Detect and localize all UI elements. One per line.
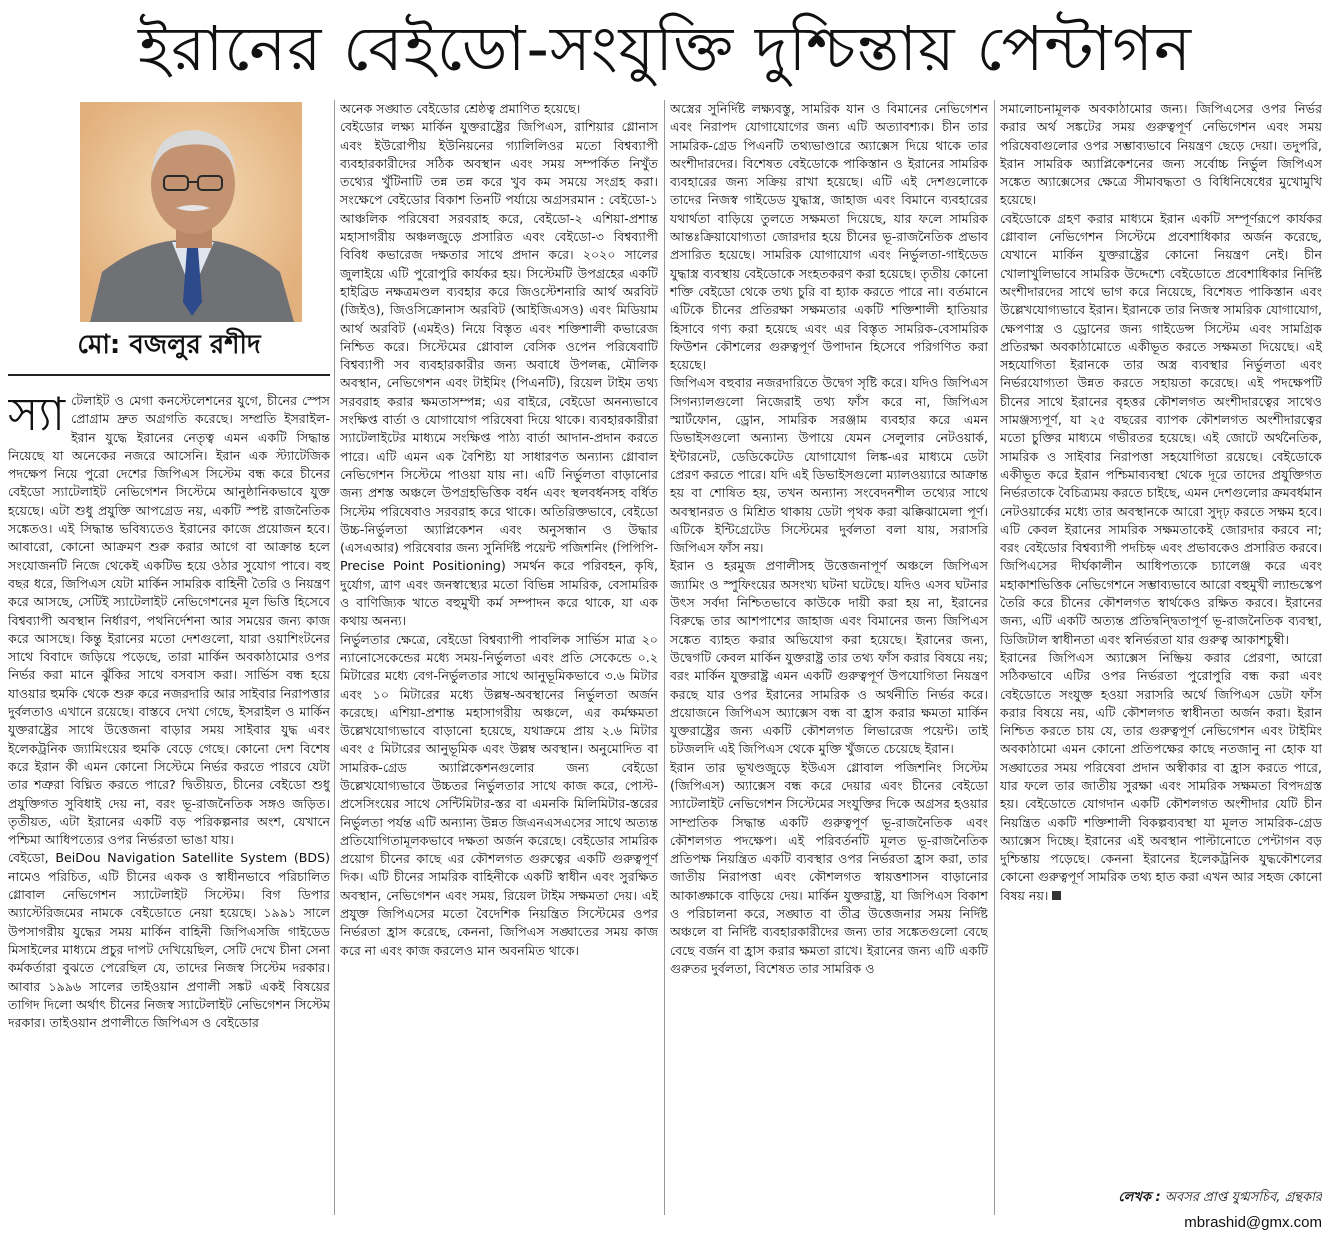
column-divider	[334, 100, 335, 1215]
article-column-1	[8, 392, 330, 1232]
paragraph: বেইডো, BeiDou Navigation Satellite System (BDS) নামেও পরিচিত, এটি চীনের একক ও স্বাধীনভাবে পরিচালিত গ্লোবাল নেভিগেশন স্যাটেলাইট সিস্টেম। বিগ ডিপার অ্যাস্টেরিজমের নামকে বেইডোতে নেয়া হয়েছে। ১৯৯১ সালে উপসাগরীয় যুদ্ধের সময় মার্কিন বাহিনী জিপিএসজি গাইডেড মিসাইলের মাধ্যমে প্রচুর দাপট দেখিয়েছিল, সেটি দেখে চীনা সেনা কর্মকর্তারা বুঝতে পেরেছিল যে, তাদের নিজস্ব সিস্টেম দরকার। আবার ১৯৯৬ সালের তাইওয়ান প্রণালী সঙ্কট একই বিষয়ের তাগিদ দিলো অর্থাৎ চীনের নিজস্ব স্যাটেলাইট নেভিগেশন সিস্টেম দরকার। তাইওয়ান প্রণালীতে জিপিএস ও বেইডোর	[8, 850, 330, 1031]
author-note	[1000, 1188, 1322, 1208]
paragraph: অস্ত্রের সুনির্দিষ্ট লক্ষ্যবস্তু, সামরিক যান ও বিমানের নেভিগেশন এবং নিরাপদ যোগাযোগের জন্য এটি অত্যাবশ্যক। চীন তার সামরিক-গ্রেড পিএনটি তথ্যভাণ্ডারে অ্যাক্সেস দিয়ে থাকে তার অংশীদারদের। বিশেষত বেইডোকে পাকিস্তান ও ইরানের সামরিক ব্যবহারের জন্য সক্রিয় রাখা হয়েছে। এটি এই দেশগুলোকে তাদের নিজস্ব গাইডেড যুদ্ধাস্ত্র, জাহাজ এবং বিমানে ব্যবহারের যথার্থতা বাড়িয়ে তুলতে সক্ষমতা দিয়েছে, যার ফলে সামরিক আন্তঃক্রিয়াযোগ্যতা জোরদার হয়ে চীনের ভূ-রাজনৈতিক প্রভাব প্রসারিত হয়েছে। সামরিক যোগাযোগ এবং নির্ভুলতা-গাইডেড যুদ্ধাস্ত্র ব্যবস্থায় বেইডোকে সংহতকরণ করা হয়েছে। তৃতীয় কোনো শক্তি বেইডো থেকে তথ্য চুরি বা হ্যাক করতে পারে না। বর্তমানে এটিকে চীনের প্রতিরক্ষা সক্ষমতার একটি শক্তিশালী হাতিয়ার হিসাবে গণ্য করা হয়েছে এবং এর বিস্তৃত সামরিক-বেসামরিক ফিউশন কৌশলের গুরুত্বপূর্ণ উপাদান হিসেবে পরিগণিত করা হয়েছে।	[670, 101, 988, 373]
author-note-text: অবসর প্রাপ্ত যুগ্মসচিব, গ্রন্থকার	[1164, 1190, 1322, 1205]
byline-divider	[8, 374, 330, 376]
author-photo	[80, 102, 302, 322]
paragraph: ইরান তার ভূখণ্ডজুড়ে ইউএস গ্লোবাল পজিশনিং সিস্টেম (জিপিএস) অ্যাক্সেস বন্ধ করে দেয়ার এবং চীনের বেইডো স্যাটেলাইট নেভিগেশন সিস্টেমের সংযুক্তির দিকে অগ্রসর হওয়ার সাম্প্রতিক সিদ্ধান্ত একটি গুরুত্বপূর্ণ ভূ-রাজনৈতিক এবং কৌশলগত পদক্ষেপ। এই পরিবর্তনটি মূলত ভূ-রাজনৈতিক প্রতিপক্ষ নিয়ন্ত্রিত একটি ব্যবস্থার ওপর নির্ভরতা হ্রাস করা, তার জাতীয় নিরাপত্তা এবং কৌশলগত স্বায়ত্তশাসন বাড়ানোর আকাঙ্ক্ষাকে বাড়িয়ে দেয়। মার্কিন যুক্তরাষ্ট্র, যা জিপিএস বিকাশ ও পরিচালনা করে, সঙ্ঘাত বা তীব্র উত্তেজনার সময় নির্দিষ্ট অঞ্চলে বা নির্দিষ্ট ব্যবহারকারীদের জন্য তার সঙ্কেতগুলো বেছে বেছে বর্জন বা হ্রাস করার ক্ষমতা রাখে। ইরানের জন্য এটি একটি গুরুতর দুর্বলতা, বিশেষত তার সামরিক ও	[670, 759, 988, 976]
author-note-label: লেখক :	[1118, 1190, 1161, 1205]
article-column-3	[670, 100, 988, 1208]
author-email[interactable]: mbrashid@gmx.com	[1184, 1214, 1322, 1231]
byline: মো: বজলুর রশীদ	[77, 330, 261, 360]
paragraph: স্যা টেলাইট ও মেগা কনস্টেলেশনের যুগে, চীনের স্পেস প্রোগ্রাম দ্রুত অগ্রগতি করেছে। সম্প্রতি ইসরাইল-ইরান যুদ্ধে ইরানের নেতৃত্ব এমন একটি সিদ্ধান্ত নিয়েছে যা অনেকের নজরে আসেনি। ইরান এক স্ট্যাটেজিক পদক্ষেপ নিয়ে পুরো দেশের জিপিএস সিস্টেম বন্ধ করে চীনের বেইডো স্যাটেলাইট নেভিগেশন সিস্টেমে আনুষ্ঠানিকভাবে যুক্ত হয়েছে। এটা শুধু প্রযুক্তি আপগ্রেড নয়, একটি স্পষ্ট রাজনৈতিক সঙ্কেতও। এই সিদ্ধান্ত ভবিষ্যতেও ইরানের কাজে প্রয়োজন হবে। আবারো, কোনো আক্রমণ শুরু করার আগে বা আক্রান্ত হলে সংযোজনটি নিজে থেকেই একটিভ হয়ে ওঠার সুযোগ পাবে। বহু বছর ধরে, জিপিএস যেটা মার্কিন সামরিক বাহিনী তৈরি ও নিয়ন্ত্রণ করে আসছে, সেটিই স্যাটেলাইট নেভিগেশনের মূল ভিত্তি হিসেবে বিশ্বব্যাপী অবস্থান নির্ধারণ, পথনির্দেশনা আর সময়ের জন্য কাজ করে আসছে। কিন্তু ইরানের মতো দেশগুলো, যারা ওয়াশিংটনের সাথে বিবাদে জড়িয়ে পড়েছে, তারা মার্কিন অবকাঠামোর ওপর নির্ভর করা মানে ঝুঁকির সাথে বসবাস করা। সার্ভিস বন্ধ হয়ে যাওয়ার হুমকি থেকে শুরু করে নজরদারি আর সাইবার নিরাপত্তার দুর্বলতাও এখানে রয়েছে। বাস্তবে দেখা গেছে, ইসরাইল ও মার্কিন যুক্তরাষ্ট্রের সাথে উত্তেজনা বাড়ার সময় সাইবার যুদ্ধ এবং ইলেকট্রনিক জ্যামিংয়ের হুমকি বেড়ে গেছে। কোনো দেশ বিশেষ করে ইরান কী এমন কোনো সিস্টেমে নির্ভর করতে পারবে যেটা তার শত্রুরা বিঘ্নিত করতে পারে? দ্বিতীয়ত, চীনের বেইডো শুধু প্রযুক্তিগত সুবিধাই দেয় না, বরং ভূ-রাজনৈতিক সঙ্গও জড়িত। তৃতীয়ত, এটা ইরানের একটি বড় পরিকল্পনার অংশ, যেখানে পশ্চিমা আধিপত্যের ওপর নির্ভরতা ভাঙা যায়।	[8, 392, 330, 848]
paragraph: অনেক সঙ্ঘাত বেইডোর শ্রেষ্ঠত্ব প্রমাণিত হয়েছে।	[340, 101, 581, 116]
paragraph: সমালোচনামূলক অবকাঠামোর জন্য। জিপিএসের ওপর নির্ভর করার অর্থ সঙ্কটের সময় গুরুত্বপূর্ণ নেভিগেশন এবং সময় পরিষেবাগুলোর ওপর সম্ভাব্যভাবে নিয়ন্ত্রণ ছেড়ে দেয়া। তদুপরি, ইরান সামরিক অ্যাপ্লিকেশনের জন্য সর্বোচ্চ নির্ভুল জিপিএস সঙ্কেত অ্যাক্সেসের ক্ষেত্রে সীমাবদ্ধতা ও বিধিনিষেধের মুখোমুখি হয়েছে।	[1000, 101, 1322, 208]
paragraph: ইরান ও হরমুজ প্রণালীসহ উত্তেজনাপূর্ণ অঞ্চলে জিপিএস জ্যামিং ও স্পুফিংয়ের অসংখ্য ঘটনা ঘটেছে। যদিও এসব ঘটনার উৎস সর্বদা নিশ্চিতভাবে কাউকে দায়ী করা হয় না, ইরানের বিরুদ্ধে তার আশপাশের জাহাজ এবং বিমানের জন্য জিপিএস সঙ্কেত ব্যাহত করার অভিযোগ করা হয়েছে। ইরানের জন্য, উদ্বেগটি কেবল মার্কিন যুক্তরাষ্ট্র তার তথ্য ফাঁস করার বিষয়ে নয়; বরং মার্কিন যুক্তরাষ্ট্র এমন একটি গুরুত্বপূর্ণ উপযোগিতা নিয়ন্ত্রণ করছে যার ওপর ইরানের সামরিক ও অর্থনীতি নির্ভর করে। প্রয়োজনে জিপিএস অ্যাক্সেস বন্ধ বা হ্রাস করার ক্ষমতা মার্কিন যুক্তরাষ্ট্রের জন্য একটি কৌশলগত লিভারেজ পয়েন্ট। তাই চটজলদি এই জিপিএস থেকে মুক্তি খুঁজতে চেয়েছে ইরান।	[670, 558, 988, 757]
article-column-2	[340, 100, 658, 1230]
paragraph: জিপিএস বহুবার নজরদারিতে উদ্বেগ সৃষ্টি করে। যদিও জিপিএস সিগন্যালগুলো নিজেরাই তথ্য ফাঁস করে না, জিপিএস স্মার্টফোন, ড্রোন, সামরিক সরঞ্জাম ব্যবহার করে এমন ডিভাইসগুলো অন্যান্য উপায়ে যেমন সেলুলার নেটওয়ার্ক, ইন্টারনেট, ডেডিকেটেড যোগাযোগ লিঙ্ক-এর মাধ্যমে ডেটা প্রেরণ করতে পারে। যদি এই ডিভাইসগুলো ম্যালওয়্যারে আক্রান্ত হয় বা শোষিত হয়, তখন অন্যান্য সংবেদনশীল তথ্যের সাথে অবস্থানরত ও মিশ্রিত থাকায় ডেটা পৃথক করা ঝক্কিঝামেলা পূর্ণ। এটিকে ইন্টিগ্রেটেড সিস্টেমের দুর্বলতা বলা যায়, সরাসরি জিপিএস ফাঁস নয়।	[670, 375, 988, 556]
paragraph: নির্ভুলতার ক্ষেত্রে, বেইডো বিশ্বব্যাপী পাবলিক সার্ভিস মাত্র ২০ ন্যানোসেকেন্ডের মধ্যে সময়-নির্ভুলতা এবং প্রতি সেকেন্ডে ০.২ মিটারের মধ্যে বেগ-নির্ভুলতার সাথে আনুভূমিকভাবে ৩.৬ মিটার এবং ১০ মিটারের মধ্যে উল্লম্ব-অবস্থানের নির্ভুলতা অর্জন করেছে। এশিয়া-প্রশান্ত মহাসাগরীয় অঞ্চলে, এর কর্মক্ষমতা উল্লেখযোগ্যভাবে বাড়ানো হয়েছে, যথাক্রমে প্রায় ২.৬ মিটার এবং ৫ মিটারের আনুভূমিক এবং উল্লম্ব অবস্থান। অনুমোদিত বা সামরিক-গ্রেড অ্যাপ্লিকেশনগুলোর জন্য বেইডো উল্লেখযোগ্যভাবে উচ্চতর নির্ভুলতার সাথে কাজ করে, পোস্ট-প্রসেসিংয়ের সাথে সেন্টিমিটার-স্তর বা এমনকি মিলিমিটার-স্তরের নির্ভুলতা পর্যন্ত এটি অন্যান্য উন্নত জিএনএসএসের সাথে অত্যন্ত প্রতিযোগিতামূলকভাবে দক্ষতা অর্জন করেছে। বেইডোর সামরিক প্রয়োগ চীনের কাছে এর কৌশলগত গুরুত্বের একটি গুরুত্বপূর্ণ দিক। এটি চীনের সামরিক বাহিনীকে একটি স্বাধীন এবং সুরক্ষিত অবস্থান, নেভিগেশন এবং সময়, রিয়েল টাইম সক্ষমতা দেয়। এই প্রযুক্ত জিপিএসের মতো বৈদেশিক নিয়ন্ত্রিত সিস্টেমের ওপর নির্ভরতা হ্রাস করেছে, কেননা, জিপিএস সঙ্ঘাতের সময় কাজ করে না এবং কাজ করলেও মান অবনমিত থাকে।	[340, 631, 658, 958]
drop-cap: স্যা	[8, 392, 66, 441]
headline: ইরানের বেইডো-সংযুক্তি দুশ্চিন্তায় পেন্টাগন	[138, 12, 1192, 85]
end-mark-icon	[1052, 891, 1061, 900]
author-portrait-icon	[80, 102, 302, 322]
paragraph: ইরানের জিপিএস অ্যাক্সেস নিষ্ক্রিয় করার প্রেরণা, আরো সঠিকভাবে এটির ওপর নির্ভরতা পুরোপুরি বন্ধ করা এবং বেইডোতে সংযুক্ত হওয়া সরাসরি অর্থে জিপিএস ডেটা ফাঁস করার বিষয়ে নয়, এটি কৌশলগত স্বাধীনতা অর্জন করা। ইরান নিশ্চিত করতে চায় যে, তার গুরুত্বপূর্ণ নেভিগেশন এবং টাইমিং অবকাঠামো এমন কোনো প্রতিপক্ষের কাছে নতজানু না হোক যা সঙ্ঘাতের সময় পরিষেবা প্রদান অস্বীকার বা হ্রাস করতে পারে, যার ফলে তার জাতীয় সুরক্ষা এবং সামরিক সক্ষমতা বিপদগ্রস্ত হয়। বেইডোতে যোগদান একটি কৌশলগত অংশীদার যেটি চীন নিয়ন্ত্রিত একটি শক্তিশালী বিকল্পব্যবস্থা যা মূলত সামরিক-গ্রেড অ্যাক্সেস দিচ্ছে। ইরানের এই অবস্থান পাল্টানোতে পেন্টাগন বড় দুশ্চিন্তায় পড়েছে। কেননা ইরানের ইলেকট্রনিক যুদ্ধকৌশলের কোনো গুরুত্বপূর্ণ সামরিক তথ্য হাত করা এখন আর সহজ কোনো বিষয় নয়।	[1000, 649, 1322, 903]
paragraph: বেইডোকে গ্রহণ করার মাধ্যমে ইরান একটি সম্পূর্ণরূপে কার্যকর গ্লোবাল নেভিগেশন সিস্টেমে প্রবেশাধিকার অর্জন করেছে, যেখানে মার্কিন যুক্তরাষ্ট্রের কোনো নিয়ন্ত্রণ নেই। চীন খোলাখুলিভাবে সামরিক উদ্দেশ্যে বেইডোতে প্রবেশাধিকার নির্দিষ্ট অংশীদারদের সাথে ভাগ করে নিয়েছে, বিশেষত পাকিস্তান এবং উল্লেখযোগ্যভাবে ইরান। ইরানকে তার নিজস্ব সামরিক যোগাযোগ, ক্ষেপণাস্ত্র ও ড্রোনের জন্য গাইডেন্স সিস্টেম এবং সামগ্রিক প্রতিরক্ষা অবকাঠামোতে একীভূত করতে সক্ষমতা দিয়েছে। এই সহযোগিতা ইরানকে তার অস্ত্র ব্যবস্থার নির্ভুলতা এবং নির্ভরযোগ্যতা উন্নত করতে সহায়তা করেছে। এই পদক্ষেপটি চীনের সাথে ইরানের বৃহত্তর কৌশলগত অংশীদারত্বের সাথেও সামঞ্জস্যপূর্ণ, যা ২৫ বছরের ব্যাপক কৌশলগত অংশীদারত্বের মতো চুক্তির মাধ্যমে গভীরতর হয়েছে। এই জোটে অর্থনৈতিক, সামরিক ও সাইবার নিরাপত্তা সহযোগিতা রয়েছে। বেইডোকে একীভূত করে ইরান পশ্চিমাব্যবস্থা থেকে দূরে তাদের প্রযুক্তিগত নির্ভরতাকে বৈচিত্র্যময় করতে চাইছে, এমন দেশগুলোর ক্রমবর্ধমান নেটওয়ার্কের মধ্যে তার অবস্থানকে আরো সুদৃঢ় করতে সক্ষম হবে। এটি কেবল ইরানের সামরিক সক্ষমতাকেই জোরদার করবে না; বরং বেইডোর বিশ্বব্যাপী পদচিহ্ন এবং প্রভাবকেও প্রসারিত করবে। জিপিএসের দীর্ঘকালীন আধিপত্যকে চ্যালেঞ্জ করে এবং মহাকাশভিত্তিক নেভিগেশনে সম্ভাব্যভাবে আরো বহুমুখী ল্যান্ডস্কেপ তৈরি করে চীনের কৌশলগত স্বার্থকেও রক্ষিত করবে। ইরানের জন্য, এটি একটি অত্যন্ত প্রতিদ্বন্দ্বিতাপূর্ণ ভূ-রাজনৈতিক ব্যবস্থা, ডিজিটাল স্বাধীনতা এবং স্বনির্ভরতা যার গুরুত্ব আকাশচুম্বী।	[1000, 210, 1322, 647]
paragraph: বেইডোর লক্ষ্য মার্কিন যুক্তরাষ্ট্রের জিপিএস, রাশিয়ার গ্লোনাস এবং ইউরোপীয় ইউনিয়নের গ্যালিলিওর মতো বিশ্বব্যাপী ব্যবহারকারীদের সঠিক অবস্থান এবং সময় সম্পর্কিত নিখুঁত তথ্যের খুঁটিনাটি তন্ন তন্ন করে খুব কম সময়ে সংগ্রহ করা। সংক্ষেপে বেইডোর বিকাশ তিনটি পর্যায়ে অগ্রসরমান : বেইডো-১ আঞ্চলিক পরিষেবা সরবরাহ করে, বেইডো-২ এশিয়া-প্রশান্ত মহাসাগরীয় অঞ্চলজুড়ে প্রসারিত এবং বেইডো-৩ বিশ্বব্যাপী বিবিধ কভারেজ দক্ষতার সাথে প্রদান করে। ২০২০ সালের জুলাইয়ে এটি পুরোপুরি কার্যকর হয়। সিস্টেমটি উপগ্রহের একটি হাইব্রিড নক্ষত্রমণ্ডল ব্যবহার করে জিওস্টেশনারি আর্থ অরবিট (জিইও), জিওসিক্রোনাস অরবিট (আইজিএসও) এবং মিডিয়াম আর্থ অরবিট (এমইও) নিয়ে বিস্তৃত এবং শক্তিশালী কভারেজ নিশ্চিত করে। সিস্টেমের গ্লোবাল বেসিক ওপেন পরিষেবাটি বিশ্বব্যাপী সব ব্যবহারকারীর জন্য অবাধে উপলব্ধ, মৌলিক অবস্থান, নেভিগেশন এবং টাইমিং (পিএনটি), রিয়েল টাইম তথ্য সরবরাহ করার ক্ষমতাসম্পন্ন; এর বাইরে, বেইডো অনন্যভাবে সংক্ষিপ্ত বার্তা ও যোগাযোগ পরিষেবা দিয়ে থাকে। ব্যবহারকারীরা স্যাটেলাইটের মাধ্যমে সংক্ষিপ্ত পাঠ্য বার্তা আদান-প্রদান করতে পারে। এটি এমন এক বৈশিষ্ট্য যা সাধারণত অন্যান্য গ্লোবাল নেভিগেশন সিস্টেমে পাওয়া যায় না। এটি নির্ভুলতা বাড়ানোর জন্য প্রশস্ত অঞ্চলে উপগ্রহভিত্তিক বর্ধন এবং স্থলবর্ধনসহ বর্ধিত সিস্টেম পরিষেবাও সরবরাহ করে থাকে। অতিরিক্তভাবে, বেইডো উচ্চ-নির্ভুলতা অ্যাপ্লিকেশন এবং অনুসন্ধান ও উদ্ধার (এসএআর) পরিষেবার জন্য সুনির্দিষ্ট পয়েন্ট পজিশনিং (পিপিপি-Precise Point Positioning) সমর্থন করে পরিবহন, কৃষি, দুর্যোগ, ত্রাণ এবং জনস্বাস্থ্যের মতো বিভিন্ন সামরিক, বেসামরিক ও বাণিজ্যিক খাতে বহুমুখী কর্ম সম্পাদন করে থাকে, যা এক কথায় অনন্য।	[340, 119, 658, 629]
article-column-4	[1000, 100, 1322, 1185]
column-divider	[994, 100, 995, 1215]
column-divider	[664, 100, 665, 1215]
